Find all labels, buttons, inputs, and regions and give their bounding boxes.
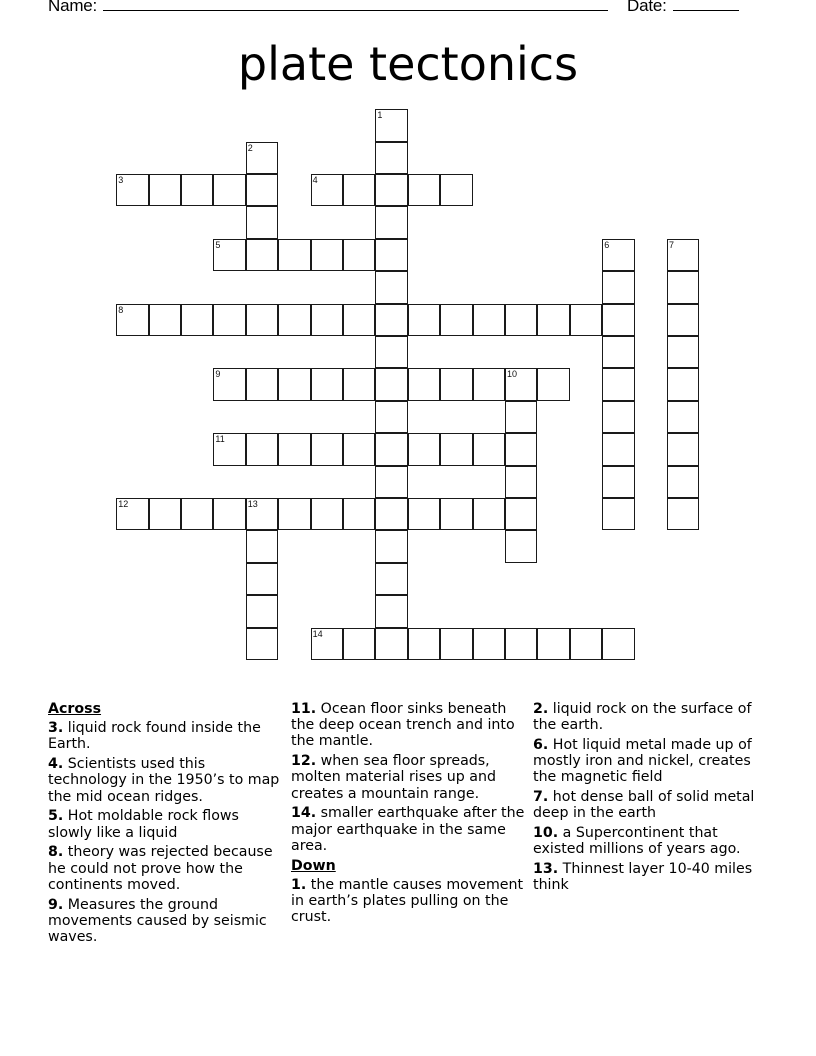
crossword-cell[interactable]	[116, 174, 148, 206]
date-label: Date:	[627, 0, 667, 15]
crossword-cell[interactable]	[667, 466, 699, 498]
crossword-cell[interactable]	[246, 239, 278, 271]
crossword-cell[interactable]	[246, 628, 278, 660]
crossword-cell[interactable]	[440, 174, 472, 206]
crossword-cell[interactable]	[602, 401, 634, 433]
clue-across-11: 11. Ocean floor sinks beneath the deep ocean trench and into the mantle.	[291, 701, 515, 750]
crossword-cell[interactable]	[278, 498, 310, 530]
crossword-cell[interactable]	[149, 174, 181, 206]
crossword-cell[interactable]	[213, 174, 245, 206]
crossword-cell[interactable]	[375, 595, 407, 627]
crossword-cell[interactable]	[408, 174, 440, 206]
crossword-cell[interactable]	[278, 304, 310, 336]
crossword-cell[interactable]	[505, 530, 537, 562]
clue-across-8: 8. theory was rejected because he could not prove how the continents moved.	[48, 844, 273, 893]
crossword-cell[interactable]	[213, 304, 245, 336]
crossword-cell[interactable]	[667, 336, 699, 368]
crossword-cell[interactable]	[343, 368, 375, 400]
crossword-cell[interactable]	[375, 628, 407, 660]
crossword-cell[interactable]	[181, 498, 213, 530]
crossword-cell[interactable]	[375, 336, 407, 368]
clue-number: 14	[312, 628, 323, 639]
crossword-cell[interactable]	[667, 304, 699, 336]
clue-across-5: 5. Hot moldable rock flows slowly like a liquid	[48, 808, 239, 841]
crossword-cell[interactable]	[246, 368, 278, 400]
crossword-cell[interactable]	[116, 498, 148, 530]
crossword-cell[interactable]	[440, 628, 472, 660]
crossword-cell[interactable]	[602, 239, 634, 271]
crossword-cell[interactable]	[375, 563, 407, 595]
crossword-cell[interactable]	[311, 239, 343, 271]
crossword-cell[interactable]	[667, 401, 699, 433]
crossword-cell[interactable]	[537, 368, 569, 400]
across-heading: Across	[48, 701, 102, 717]
crossword-cell[interactable]	[505, 628, 537, 660]
clue-across-3: 3. liquid rock found inside the Earth.	[48, 720, 261, 753]
crossword-cell[interactable]	[602, 271, 634, 303]
crossword-cell[interactable]	[505, 368, 537, 400]
crossword-cell[interactable]	[375, 530, 407, 562]
crossword-cell[interactable]	[149, 498, 181, 530]
crossword-cell[interactable]	[602, 628, 634, 660]
crossword-cell[interactable]	[408, 368, 440, 400]
crossword-cell[interactable]	[537, 304, 569, 336]
crossword-cell[interactable]	[213, 368, 245, 400]
crossword-cell[interactable]	[505, 498, 537, 530]
crossword-cell[interactable]	[181, 304, 213, 336]
clue-number: 9	[215, 369, 221, 380]
crossword-cell[interactable]	[440, 304, 472, 336]
crossword-cell[interactable]	[343, 304, 375, 336]
clue-down-2: 2. liquid rock on the surface of the earth.	[533, 701, 752, 734]
crossword-cell[interactable]	[311, 304, 343, 336]
clue-down-13: 13. Thinnest layer 10-40 miles think	[533, 861, 753, 894]
clue-number: 6	[604, 239, 610, 250]
clue-down-6: 6. Hot liquid metal made up of mostly iron and nickel, creates the magnetic field	[533, 737, 752, 786]
crossword-cell[interactable]	[667, 239, 699, 271]
crossword-cell[interactable]	[505, 433, 537, 465]
crossword-cell[interactable]	[311, 368, 343, 400]
crossword-cell[interactable]	[116, 304, 148, 336]
crossword-cell[interactable]	[667, 433, 699, 465]
crossword-cell[interactable]	[213, 433, 245, 465]
crossword-cell[interactable]	[311, 498, 343, 530]
crossword-cell[interactable]	[181, 174, 213, 206]
crossword-cell[interactable]	[311, 174, 343, 206]
crossword-cell[interactable]	[343, 433, 375, 465]
crossword-cell[interactable]	[149, 304, 181, 336]
crossword-cell[interactable]	[375, 466, 407, 498]
crossword-cell[interactable]	[473, 304, 505, 336]
crossword-cell[interactable]	[667, 498, 699, 530]
crossword-cell[interactable]	[602, 336, 634, 368]
crossword-cell[interactable]	[505, 304, 537, 336]
clues-column-2	[291, 701, 527, 929]
crossword-cell[interactable]	[246, 433, 278, 465]
crossword-cell[interactable]	[311, 628, 343, 660]
crossword-cell[interactable]	[473, 368, 505, 400]
crossword-cell[interactable]	[408, 433, 440, 465]
crossword-cell[interactable]	[667, 271, 699, 303]
crossword-cell[interactable]	[375, 271, 407, 303]
crossword-cell[interactable]	[473, 433, 505, 465]
crossword-cell[interactable]	[246, 206, 278, 238]
clue-across-9: 9. Measures the ground movements caused by seismic waves.	[48, 896, 267, 946]
clue-number: 11	[215, 434, 225, 445]
crossword-cell[interactable]	[602, 304, 634, 336]
crossword-cell[interactable]	[278, 433, 310, 465]
crossword-cell[interactable]	[246, 595, 278, 627]
crossword-cell[interactable]	[537, 628, 569, 660]
crossword-cell[interactable]	[375, 239, 407, 271]
clue-down-1: 1. the mantle causes movement in earth’s plates pulling on the crust.	[291, 876, 524, 926]
crossword-cell[interactable]	[213, 239, 245, 271]
crossword-cell[interactable]	[278, 368, 310, 400]
clue-number: 1	[377, 110, 383, 121]
crossword-cell[interactable]	[246, 530, 278, 562]
crossword-cell[interactable]	[408, 304, 440, 336]
crossword-cell[interactable]	[602, 433, 634, 465]
clue-number: 7	[669, 239, 675, 250]
crossword-cell[interactable]	[246, 304, 278, 336]
clue-across-14: 14. smaller earthquake after the major earthquake in the same area.	[291, 805, 525, 854]
crossword-cell[interactable]	[375, 433, 407, 465]
crossword-cell[interactable]	[246, 498, 278, 530]
crossword-cell[interactable]	[246, 563, 278, 595]
down-heading: Down	[291, 857, 336, 874]
crossword-cell[interactable]	[473, 498, 505, 530]
clues-column-3	[533, 701, 773, 897]
clue-number: 10	[507, 369, 518, 380]
crossword-cell[interactable]	[440, 433, 472, 465]
clue-number: 8	[118, 304, 124, 315]
clue-number: 13	[247, 499, 258, 509]
crossword-cell[interactable]	[505, 466, 537, 498]
crossword-cell[interactable]	[375, 498, 407, 530]
crossword-cell[interactable]	[505, 401, 537, 433]
clue-number: 5	[215, 239, 221, 250]
crossword-cell[interactable]	[311, 433, 343, 465]
crossword-cell[interactable]	[278, 239, 310, 271]
crossword-cell[interactable]	[473, 628, 505, 660]
clue-across-4: 4. Scientists used this technology in the 1950’s to map the mid ocean ridges.	[48, 756, 280, 805]
crossword-cell[interactable]	[375, 401, 407, 433]
crossword-cell[interactable]	[343, 628, 375, 660]
clue-number: 3	[118, 175, 124, 185]
crossword-cell[interactable]	[602, 498, 634, 530]
crossword-cell[interactable]	[570, 304, 602, 336]
crossword-cell[interactable]	[602, 368, 634, 400]
crossword-cell[interactable]	[343, 498, 375, 530]
crossword-cell[interactable]	[213, 498, 245, 530]
clue-down-7: 7. hot dense ball of solid metal deep in the earth	[533, 789, 755, 822]
crossword-cell[interactable]	[343, 174, 375, 206]
crossword-cell[interactable]	[375, 206, 407, 238]
crossword-cell[interactable]	[375, 174, 407, 206]
crossword-cell[interactable]	[375, 368, 407, 400]
crossword-cell[interactable]	[440, 498, 472, 530]
crossword-cell[interactable]	[246, 142, 278, 174]
crossword-cell[interactable]	[667, 368, 699, 400]
crossword-cell[interactable]	[375, 304, 407, 336]
clue-number: 4	[312, 175, 318, 185]
clue-number: 2	[247, 142, 253, 153]
crossword-cell[interactable]	[375, 142, 407, 174]
crossword-cell[interactable]	[246, 174, 278, 206]
crossword-cell[interactable]	[440, 368, 472, 400]
crossword-cell[interactable]	[343, 239, 375, 271]
clue-across-12: 12. when sea floor spreads, molten material rises up and creates a mountain range.	[291, 753, 496, 802]
crossword-cell[interactable]	[408, 628, 440, 660]
page-title: plate tectonics	[237, 37, 579, 91]
crossword-cell[interactable]	[570, 628, 602, 660]
clue-down-10: 10. a Supercontinent that existed millions of years ago.	[533, 825, 741, 858]
crossword-cell[interactable]	[375, 109, 407, 141]
name-label: Name:	[48, 0, 98, 15]
clue-number: 12	[118, 499, 129, 509]
crossword-cell[interactable]	[602, 466, 634, 498]
crossword-cell[interactable]	[408, 498, 440, 530]
clues-column-1	[48, 701, 284, 949]
